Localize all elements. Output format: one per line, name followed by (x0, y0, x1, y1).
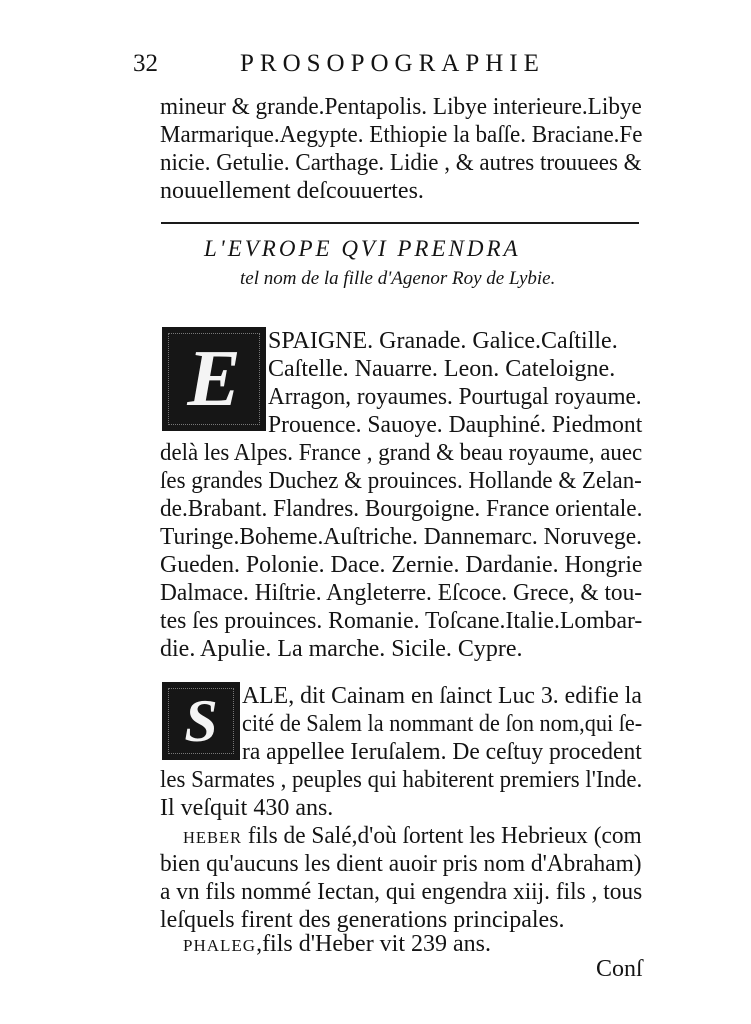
text-line: leſquels firent des generations principales. (160, 907, 565, 933)
text-line: bien qu'aucuns les dient auoir pris nom d'Abraham) (160, 851, 642, 877)
drop-cap-e (162, 327, 266, 431)
catchword: Conſ (596, 956, 643, 982)
text-line (183, 930, 491, 960)
text-line: cité de Salem la nommant de ſon nom,qui ſe- (242, 711, 643, 737)
text-line: nouuellement deſcouuertes. (160, 178, 424, 204)
page-number: 32 (133, 50, 158, 77)
text-line: Marmarique.Aegypte. Ethiopie la baſſe. Braciane.Fe (160, 122, 643, 148)
text-line: ALE, dit Cainam en ſainct Luc 3. edifie la (242, 683, 642, 709)
text-line: mineur & grande.Pentapolis. Libye interieure.Libye (160, 94, 642, 120)
section-divider (161, 222, 639, 224)
line-text: fils de Salé,d'où ſortent les Hebrieux (com (242, 823, 642, 849)
line-text: ,fils d'Heber vit 239 ans. (256, 931, 492, 957)
text-line: delà les Alpes. France , grand & beau royaume, auec (160, 440, 643, 466)
drop-cap-s (162, 682, 240, 760)
text-line: de.Brabant. Flandres. Bourgoigne. France orientale. (160, 496, 643, 522)
running-header (0, 50, 751, 84)
drop-cap-letter: E (187, 334, 241, 423)
text-line: a vn fils nommé Iectan, qui engendra xiij. fils , tous (160, 879, 643, 905)
text-line (183, 822, 642, 852)
text-line: Gueden. Polonie. Dace. Zernie. Dardanie. Hongrie (160, 552, 643, 578)
drop-cap-letter: S (184, 687, 218, 754)
text-line: les Sarmates , peuples qui habiterent premiers l'Inde. (160, 767, 643, 793)
running-title: PROSOPOGRAPHIE (240, 50, 545, 77)
text-line: ſes grandes Duchez & prouinces. Hollande & Zelan- (160, 468, 642, 494)
text-line: die. Apulie. La marche. Sicile. Cypre. (160, 636, 523, 662)
small-caps-name: PHALEG (183, 936, 257, 955)
small-caps-name: HEBER (183, 828, 243, 847)
text-line: Prouence. Sauoye. Dauphiné. Piedmont (268, 412, 643, 438)
section-subheading: tel nom de la fille d'Agenor Roy de Lybie. (240, 268, 556, 289)
text-line: Caſtelle. Nauarre. Leon. Cateloigne. (268, 356, 616, 382)
text-line: Dalmace. Hiſtrie. Angleterre. Eſcoce. Grece, & tou- (160, 580, 643, 606)
text-line: ra appellee Ieruſalem. De ceſtuy procedent (242, 739, 642, 765)
section-heading: L'EVROPE QVI PRENDRA (204, 236, 521, 261)
text-line: tes ſes prouinces. Romanie. Toſcane.Italie.Lombar- (160, 608, 643, 634)
text-line: nicie. Getulie. Carthage. Lidie , & autres trouuees & (160, 150, 642, 176)
text-line: Turinge.Boheme.Auſtriche. Dannemarc. Noruvege. (160, 524, 642, 550)
text-line: SPAIGNE. Granade. Galice.Caſtille. (268, 328, 618, 354)
text-line: Arragon, royaumes. Pourtugal royaume. (268, 384, 642, 410)
text-line: Il veſquit 430 ans. (160, 795, 334, 821)
